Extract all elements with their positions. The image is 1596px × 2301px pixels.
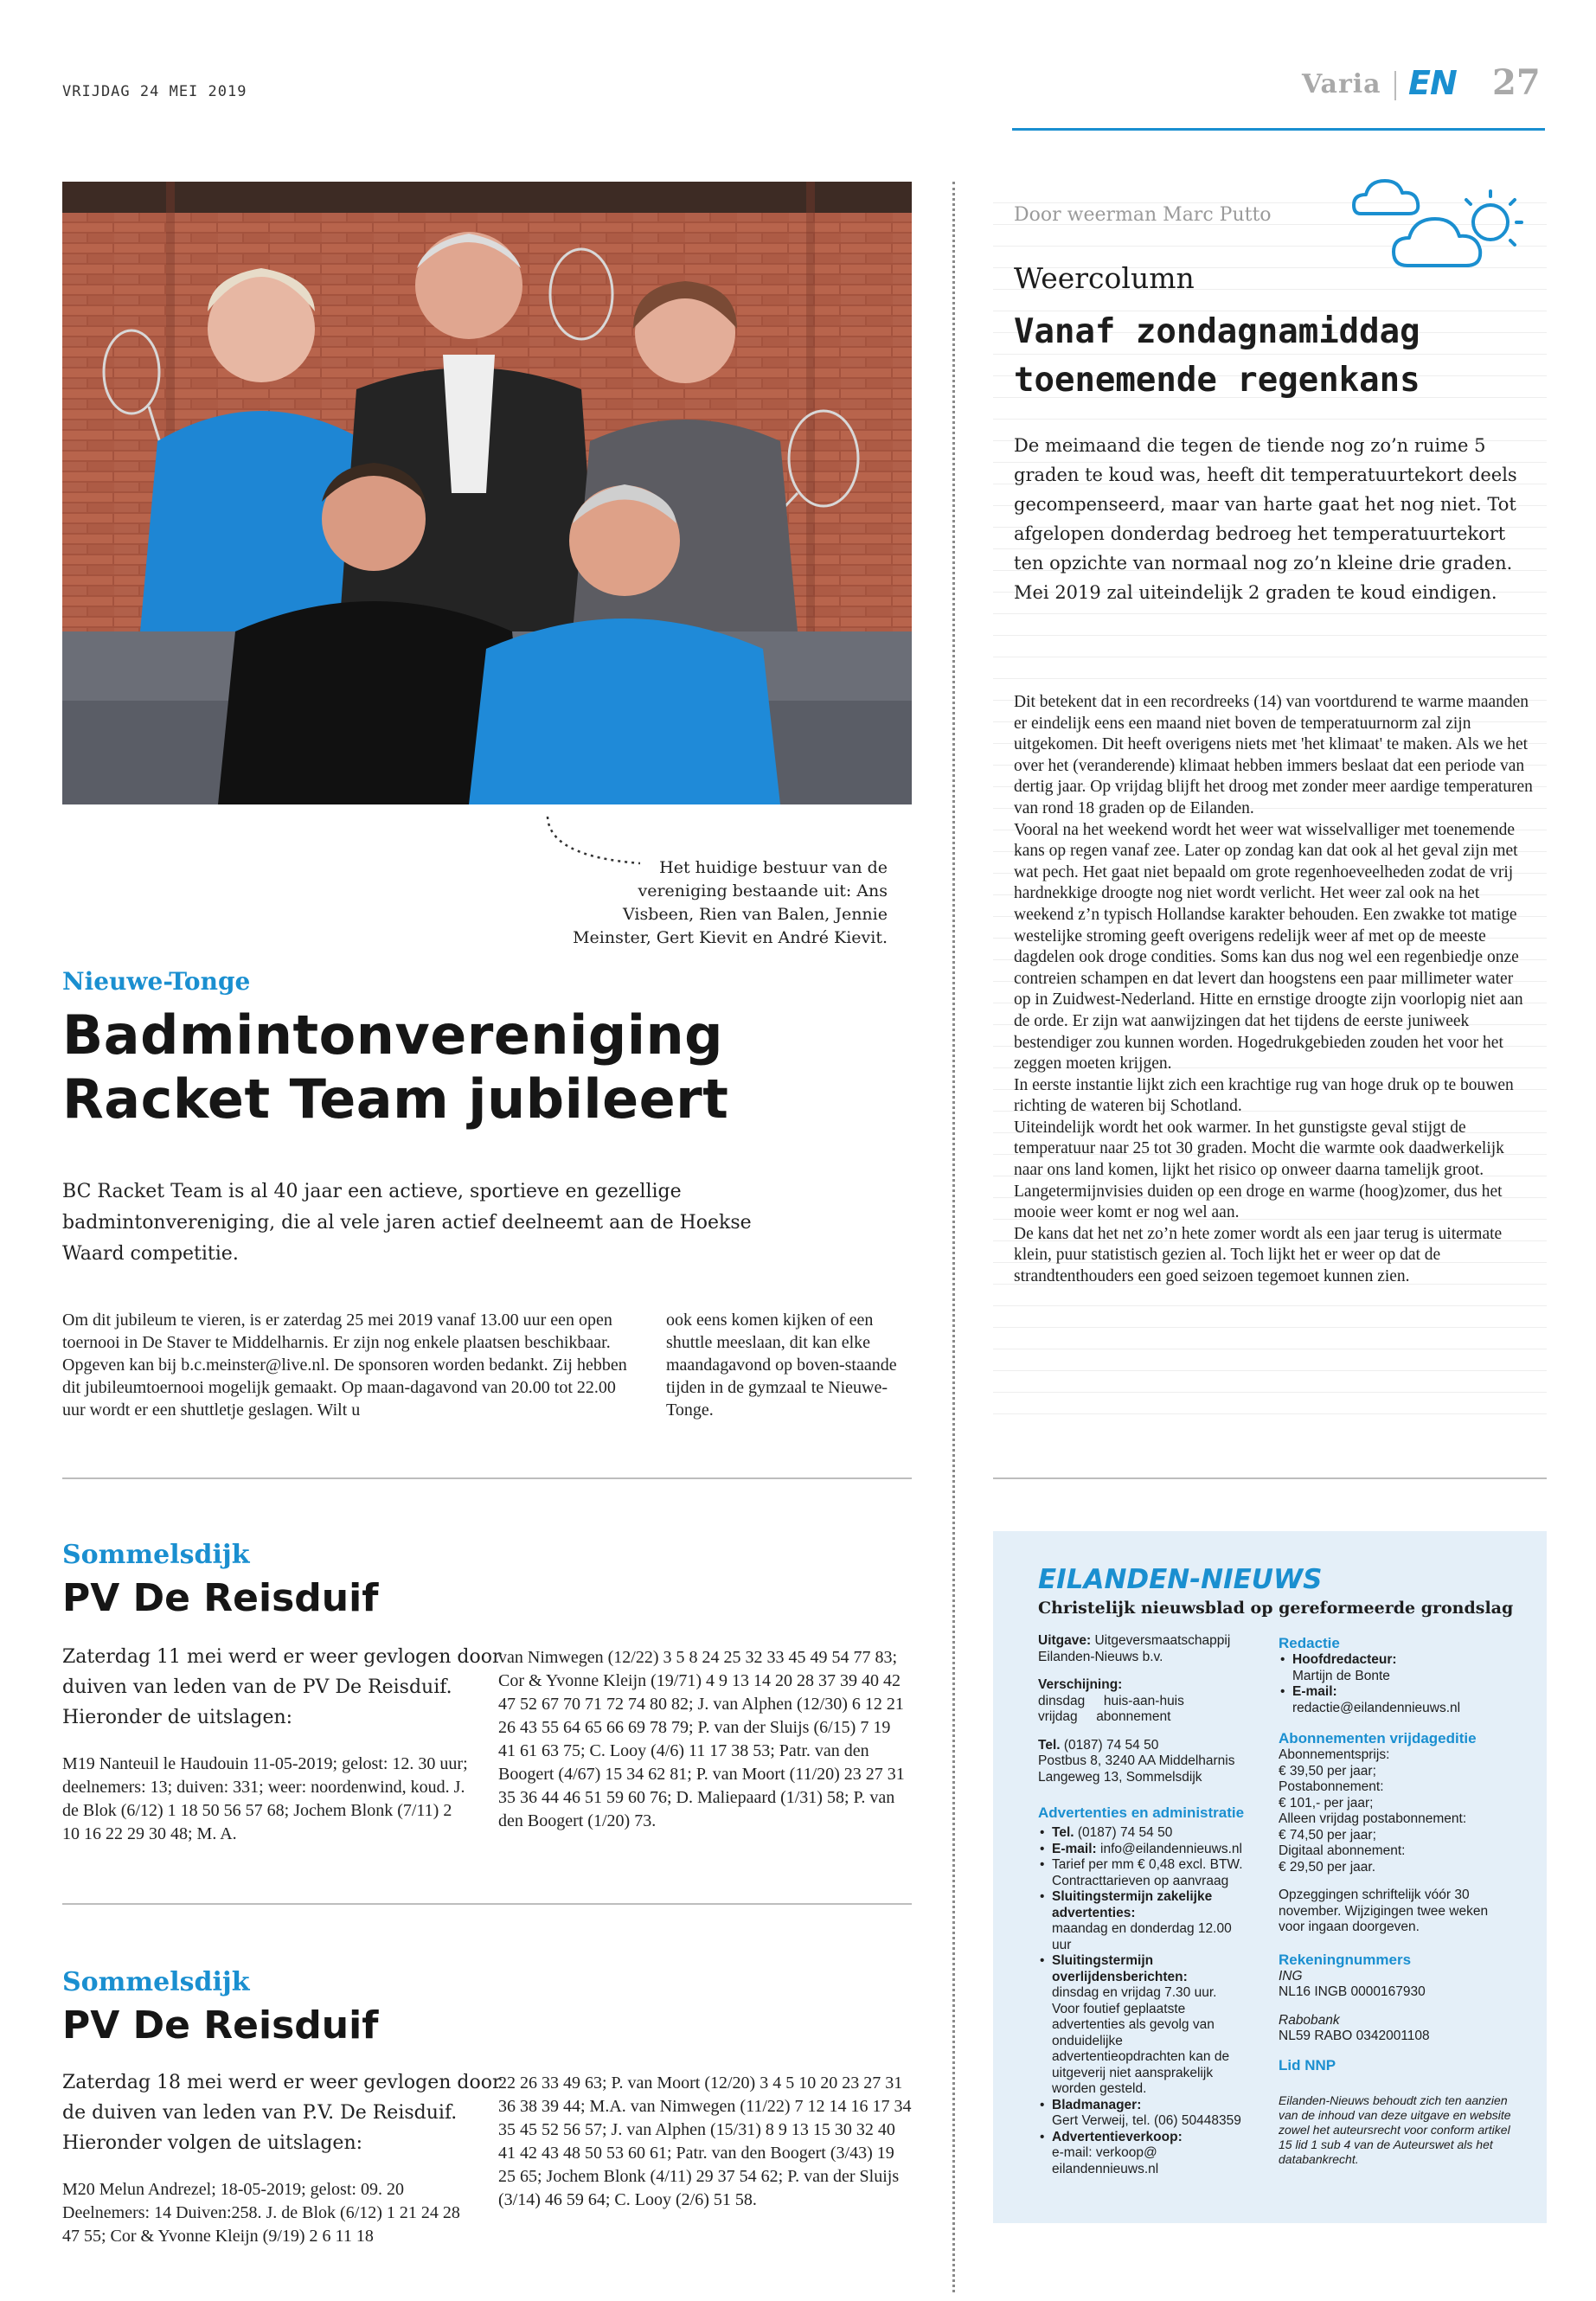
verkoop-email-link[interactable]: e-mail: verkoop@ eilandennieuws.nl <box>1052 2145 1159 2176</box>
pigeon-article-2-lead: Zaterdag 18 mei werd er weer gevlogen door de duiven van leden van P.V. De Reisduif. Hieronder volgen de uitslagen: <box>62 2072 502 2154</box>
headline-line-2: Racket Team jubileert <box>62 1067 729 1131</box>
abonnementen-heading: Abonnementen vrijdageditie <box>1279 1730 1477 1747</box>
rabobank-label: Rabobank <box>1279 2012 1340 2028</box>
article-location: Nieuwe-Tonge <box>62 967 251 996</box>
weather-body <box>1014 692 1533 1288</box>
weather-headline <box>1014 308 1533 405</box>
ing-label: ING <box>1279 1968 1303 1984</box>
adv-item: • Sluitingstermijn overlijdensberichten: dinsdag en vrijdag 7.30 uur. Voor foutief geplaatste advertenties als gevolg van onduidelijke advertentieopdrachten kan de uitgeverij niet aansprakelijk worden gesteld. <box>1038 1953 1246 2098</box>
pigeon-article-1-body-column-2: van Nimwegen (12/22) 3 5 8 24 25 32 33 45 49 54 77 83; Cor & Yvonne Kleijn (19/71) 4 9 13 14 20 28 37 39 40 42 47 52 67 70 71 72 74 80 82; J. van Alphen (12/30) 6 12 21 26 43 55 64 65 66 69 78 79; P. van der Sluijs (6/15) 7 19 41 61 63 75; C. Looy (4/6) 11 17 38 53; Patr. van den Boogert (4/67) 15 34 62 81; P. van Moort (11/20) 23 27 31 35 36 44 46 51 59 60 76; D. Maliepaard (1/31) 58; P. van den Boogert (1/20) 73. <box>498 1648 905 1830</box>
page-number: 27 <box>1492 62 1541 103</box>
weather-paragraph: In eerste instantie lijkt zich een krachtige rug van hoge druk op te bouwen richting de wateren bij Schotland. <box>1014 1075 1514 1116</box>
headline-line-1: Badmintonvereniging <box>62 1003 723 1067</box>
info-email-link[interactable]: info@eilandennieuws.nl <box>1100 1841 1242 1856</box>
section-divider <box>62 1903 912 1905</box>
pigeon-article-1-title: PV De Reisduif <box>62 1576 379 1620</box>
opzeggen-text: Opzeggingen schriftelijk vóór 30 november. Wijzigingen twee weken voor ingaan doorgeven. <box>1279 1888 1489 1934</box>
weather-paragraph: Dit betekent dat in een recordreeks (14) van voortdurend te warme maanden er eindelijk eens een maand niet boven de temperatuurnorm zal zijn uitgekomen. Dit heeft overigens niets met 'het klimaat' te maken. Als we het over het (veranderende) klimaat hebben immers beslaat dat een periode van dertig jaar. Op vrijdag blijft het droog met zonder meer aardige temperaturen van rond 18 graden op de Eilanden. <box>1014 693 1533 817</box>
weather-paragraph: De kans dat het net zo’n hete zomer wordt als een jaar terug is uitermate klein, puur statistisch gezien al. Toch lijkt het er weer op dat de strandtenthouders een goed seizoen tegemoet kunnen zien. <box>1014 1224 1503 1286</box>
newspaper-logo: EN <box>1408 64 1457 102</box>
column-divider <box>952 182 955 2292</box>
colophon-subtitle: Christelijk nieuwsblad op gereformeerde grondslag <box>1038 1599 1514 1618</box>
issue-date: VRIJDAG 24 MEI 2019 <box>62 83 247 100</box>
adv-item: • Advertentieverkoop: e-mail: verkoop@ eilandennieuws.nl <box>1038 2130 1246 2178</box>
verschijning-line: vrijdag abonnement <box>1038 1709 1171 1724</box>
header-rule <box>1012 128 1545 131</box>
uitgave-label: Uitgave: <box>1038 1633 1092 1648</box>
nnp-membership: Lid NNP <box>1279 2056 1336 2073</box>
badminton-team-photo <box>62 182 912 804</box>
header-divider <box>1394 71 1396 100</box>
colophon-logo: EILANDEN-NIEUWS <box>1038 1564 1323 1595</box>
weather-paragraph: Uiteindelijk wordt het ook warmer. In het gunstigste geval stijgt de temperatuur naar 25 tot 30 graden. Mocht die warmte ook daadwerkelijk naar ons land komen, lijkt het risico op onweer daarna tamelijk groot. Langetermijnvisies duiden op een droge en warme (hoog)zomer, dus het mooie weer komt er nog wel aan. <box>1014 1118 1504 1222</box>
article-lead: BC Racket Team is al 40 jaar een actieve, sportieve en gezellige badmintonvereniging, die al vele jaren actief deelneemt aan de Hoekse Waard competitie. <box>62 1181 752 1265</box>
pigeon-article-2-location: Sommelsdijk <box>62 1967 250 1997</box>
adv-item: • Tel. (0187) 74 54 50 <box>1038 1825 1246 1842</box>
pigeon-article-1-location: Sommelsdijk <box>62 1540 250 1570</box>
weather-lead: De meimaand die tegen de tiende nog zo’n ruime 5 graden te koud was, heeft dit temperatuurtekort deels gecompenseerd, maar van harte gaat het nog niet. Tot afgelopen donderdag bedroeg het temperatuurtekort ten opzichte van normaal nog zo’n kleine drie graden. Mei 2019 zal uiteindelijk 2 graden te koud eindigen. <box>1014 435 1517 603</box>
section-divider <box>62 1477 912 1479</box>
adv-item: • E-mail: info@eilandennieuws.nl <box>1038 1842 1246 1858</box>
pigeon-article-2-body-column-1: M20 Melun Andrezel; 18-05-2019; gelost: 09. 20 Deelnemers: 14 Duiven:258. J. de Blok (6/12) 1 21 24 28 47 55; Cor & Yvonne Kleijn (9/19) 2 6 11 18 <box>62 2180 460 2246</box>
pigeon-article-2-title: PV De Reisduif <box>62 2003 379 2048</box>
pigeon-article-1-lead: Zaterdag 11 mei werd er weer gevlogen door duiven van leden van de PV De Reisduif. Hieronder de uitslagen: <box>62 1646 502 1728</box>
verschijning-label: Verschijning: <box>1038 1677 1123 1692</box>
address: Langeweg 13, Sommelsdijk <box>1038 1769 1202 1785</box>
tel-label: Tel. <box>1038 1737 1061 1753</box>
section-divider <box>993 1477 1547 1479</box>
redactie-item: • Hoofdredacteur: Martijn de Bonte <box>1279 1652 1512 1684</box>
adv-item: • Tarief per mm € 0,48 excl. BTW. Contracttarieven op aanvraag <box>1038 1857 1246 1889</box>
article-body-column-2: ook eens komen kijken of een shuttle meeslaan, dit kan elke maandagavond op boven-staande tijden in de gymzaal te Nieuwe-Tonge. <box>666 1311 897 1420</box>
weather-headline-line-2: toenemende regenkans <box>1014 361 1420 400</box>
ing-account: NL16 INGB 0000167930 <box>1279 1984 1426 1999</box>
weather-kicker: Weercolumn <box>1014 261 1195 295</box>
redactie-item: • E-mail: redactie@eilandennieuws.nl <box>1279 1684 1512 1716</box>
pigeon-article-2-body-column-2: 22 26 33 49 63; P. van Moort (12/20) 3 4 5 10 20 23 27 31 36 38 39 44; M.A. van Nimwegen (11/22) 7 12 14 16 17 34 35 45 52 56 57; J. van Alphen (15/31) 8 9 13 15 30 32 40 41 42 43 48 50 53 60 61; Patr. van den Boogert (3/43) 19 25 65; Jochem Blonk (4/11) 29 37 54 62; P. van der Sluijs (3/14) 46 59 64; C. Looy (2/6) 51 58. <box>498 2073 912 2209</box>
photo-caption: Het huidige bestuur van de vereniging bestaande uit: Ans Visbeen, Rien van Balen, Jennie Meinster, Gert Kievit en André Kievit. <box>573 858 888 947</box>
postbus: Postbus 8, 3240 AA Middelharnis <box>1038 1753 1235 1768</box>
colophon-right-column: Redactie • Hoofdredacteur: Martijn de Bonte • E-mail: redactie@eilandennieuws.nl Abonnementen vrijdageditie Abonnementsprijs: € 39,50 per jaar; Postabonnement: € 101,- per jaar; Alleen vrijdag postabonnement: € 74,50 per jaar; Digitaal abonnement: € 29,50 per jaar. Opzeggingen schriftelijk vóór 30 november. Wijzigingen twee weken voor ingaan doorgeven. Rekeningnummers ING NL16 INGB 0000167930 Rabobank NL59 RABO 0342001108 Lid NNP Eilanden-Nieuws behoudt zich ten aanzien van de inhoud van deze uitgave en website zowel het auteursrecht voor conform artikel 15 lid 1 sub 4 van de Auteurswet als het databankrecht. <box>1279 1635 1512 2167</box>
adv-item: • Bladmanager: Gert Verweij, tel. (06) 50448359 <box>1038 2098 1246 2130</box>
advertenties-list <box>1038 1825 1246 2177</box>
article-headline <box>62 1003 893 1131</box>
weather-author: Door weerman Marc Putto <box>1014 204 1272 226</box>
redactie-heading: Redactie <box>1279 1635 1340 1651</box>
weather-paragraph: Vooral na het weekend wordt het weer wat wisselvalliger met toenemende kans op regen vanaf zee. Later op zondag kan dat ook al het geval zijn met wat pech. Het gaat niet bepaald om grote regenhoeveelheden zodat de vrij hardnekkige droogte nog niet wordt verlicht. Het weer zal ook na het weekend z’n typisch Hollandse karakter behouden. Een zwakke tot matige westelijke stroming geeft overigens redelijk weer af met op de meeste dagdelen ook droge condities. Soms kan dus nog wel een regenbiedje onze contreien schampen en dat levert dan hoogstens een paar millimeter water op in Zuidwest-Nederland. Hitte en ernstige droogte zijn voorlopig niet aan de orde. Er zijn wat aanwijzingen dat het tijdens de eerste juniweek bestendiger zou kunnen worden. Hogedrukgebieden zouden het voor het zeggen moeten krijgen. <box>1014 820 1523 1074</box>
rabobank-account: NL59 RABO 0342001108 <box>1279 2029 1430 2043</box>
redactie-email-link[interactable]: redactie@eilandennieuws.nl <box>1292 1700 1461 1715</box>
uitgave-value: Uitgeversmaatschappij Eilanden-Nieuws b.v. <box>1038 1633 1231 1664</box>
advertenties-heading: Advertenties en administratie <box>1038 1804 1245 1821</box>
article-body-column-1: Om dit jubileum te vieren, is er zaterdag 25 mei 2019 vanaf 13.00 uur een open toernooi in De Staver te Middelharnis. Er zijn nog enkele plaatsen beschikbaar. Opgeven kan bij b.c.meinster@live.nl. De sponsoren worden bedankt. Zij hebben dit jubileumtoernooi mogelijk gemaakt. Op maan-dagavond van 20.00 tot 22.00 uur wordt er een shuttletje geslagen. Wilt u <box>62 1311 627 1420</box>
redactie-list <box>1279 1652 1512 1716</box>
adv-item: • Sluitingstermijn zakelijke advertenties: maandag en donderdag 12.00 uur <box>1038 1889 1246 1953</box>
tel-value: (0187) 74 54 50 <box>1063 1737 1159 1753</box>
copyright-disclaimer: Eilanden-Nieuws behoudt zich ten aanzien van de inhoud van deze uitgave en website zowel het auteursrecht voor conform artikel 15 lid 1 sub 4 van de Auteurswet als het databankrecht. <box>1279 2093 1511 2166</box>
rekeningnummers-heading: Rekeningnummers <box>1279 1951 1412 1968</box>
cloud-sun-icon <box>1345 169 1535 281</box>
pigeon-article-1-body-column-1: M19 Nanteuil le Haudouin 11-05-2019; gelost: 12. 30 uur; deelnemers: 13; duiven: 331; weer: noordenwind, koud. J. de Blok (6/12) 1 18 50 56 57 68; Jochem Blonk (7/11) 2 10 16 22 29 30 48; M. A. <box>62 1754 468 1843</box>
colophon-left-column <box>1038 1633 1246 2177</box>
verschijning-line: dinsdag huis-aan-huis <box>1038 1693 1184 1708</box>
section-name: Varia <box>1302 69 1381 99</box>
weather-headline-line-1: Vanaf zondagnamiddag <box>1014 312 1420 351</box>
